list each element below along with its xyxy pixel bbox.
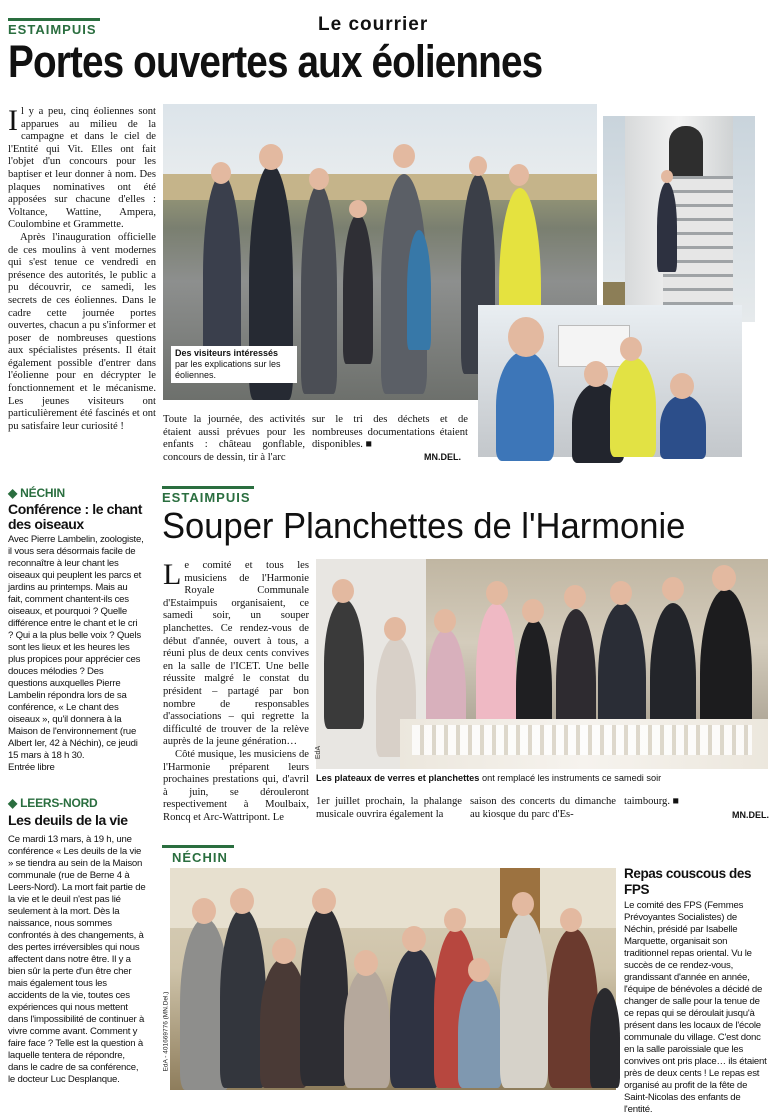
paragraph: Côté musique, les musiciens de l'Harmonie préparent leurs prochaines prestations qui, d'avril à juin, se dérouleront respectivement à Moulbaix, Roncq et Arc-Wattripont. Le [163,748,309,823]
caption-text: ont remplacé les instruments ce samedi soir [481,773,662,783]
brief-leers-nord [8,796,146,1086]
photo-credit: EdA [315,745,323,760]
byline: MN.DEL. [732,810,769,820]
brief-nechin [8,486,144,774]
article-text-col3: saison des concerts du dimanche au kiosque du parc d'Es- [470,796,616,820]
article-text-col1 [163,560,309,824]
newspaper-name: Le courrier [318,14,429,35]
headline: Portes ouvertes aux éoliennes [8,36,543,87]
drop-cap: L [163,558,182,591]
black-square-icon: ■ [672,796,680,807]
paragraph: l y a peu, cinq éoliennes sont apparues au milieu de la campagne et dans le ciel de l'Entité qui Vit. Elles ont fait l'objet d'un concours pour les baptiser et leur donner à nom. Des plaques nominatives ont été apposées sur chacune d'elles : Voltance, Wattine, Ampera, Coulombine et Grammette. [8,106,156,231]
green-diamond-icon: ◆ [8,796,18,810]
paragraph: Après l'inauguration officielle de ces moulins à vent modernes qui s'est tenue ce vendredi en présence des autorités, le public a pu découvrir, ce samedi, les secrets de ces éoliennes. Dans le cadre cette journée portes ouvertes, chacun a pu s'informer et poser de nombreuses questions aux spécialistes présents. Il était également possible d'entrer dans l'éolienne pour en décrypter le fonctionnement et le mécanisme. Les jeunes visiteurs ont particulièrement été fascinés et ont pu satisfaire leur curiosité ! [8,231,156,432]
photo-caption [171,346,297,383]
headline: Souper Planchettes de l'Harmonie [162,505,686,546]
section-kicker: ESTAIMPUIS [162,490,251,505]
photo-credit: EdA - 401669776 (MN.Del.) [162,991,170,1072]
green-diamond-icon: ◆ [8,486,18,500]
article-body: Le comité des FPS (Femmes Prévoyantes Socialistes) de Néchin, présidé par Isabelle Marquette, organisait son traditionnel repas oriental. Vu le succès de ce rendez-vous, grandissant d'année en année, l'équipe de bénévoles a décidé de changer de salle pour la tenue de ce repas qui se déroulait jusqu'à présent dans les locaux de l'école communale du village. C'est donc en la salle paroissiale que les convives ont pris place… ils étaient près de deux cents ! Le repas est organisé au profit de la fête de Saint-Nicolas des enfants de l'entité. [624,900,767,1115]
article-fps [624,866,770,1116]
paragraph: sur le tri des déchets et de nombreuses documentations étaient disponibles. [312,414,468,451]
section-kicker: NÉCHIN [172,850,228,865]
photo-caption [316,773,768,784]
brief-title: Conférence : le chant des oiseaux [8,501,142,532]
paragraph: taimbourg. [624,796,671,807]
brief-title: Les deuils de la vie [8,812,128,828]
kicker-rule [162,845,234,848]
article-text-col2: 1er juillet prochain, la phalange musicale ouvrira également la [316,796,462,820]
brief-kicker: NÉCHIN [20,486,65,500]
kicker-rule [8,18,100,21]
photo-harmonie-group [316,559,768,769]
section-kicker: ESTAIMPUIS [8,22,97,37]
drop-cap: I [8,104,18,137]
brief-body: Avec Pierre Lambelin, zoologiste, il vous sera désormais facile de reconnaître à leur chant les oiseaux qui peuplent les parcs et jardins au printemps. Mais au fait, comment chantent-ils ces oiseaux, et pourquoi ? Quelle différence entre le chant et le cri ? Qui a la plus belle voix ? Quels sont les lieux et les heures les plus propices pour apprécier ces douces mélodies ? Des questions auxquelles Pierre Lambelin répondra lors de sa conférence, « Le chant des oiseaux », qu'il donnera à la Maison de l'environnement (rue Albert Ier, 42 à Néchin), ce jeudi 15 mars à 18 h 30. [8,534,144,761]
article-title: Repas couscous des FPS [624,866,752,897]
brief-body: Ce mardi 13 mars, à 19 h, une conférence « Les deuils de la vie » se tiendra au sein de la Maison communale (rue de Berne 4 à Leers-Nord). La mort fait partie de la vie et le deuil n'est pas lié seulement à la mort. Dès la naissance, nous sommes confrontés à des changements, à des pertes irréversibles qui nous affectent dans notre être. Il y a bien sûr la perte d'un être cher mais également tous les accidents de la vie, toutes ces expériences qui nous mettent dans l'impossibilité de continuer à vivre comme avant. Comment y faire face ? Telle est la question à laquelle tentera de répondre, dans le cadre de sa conférence, le docteur Luc Desplanque. [8,834,146,1085]
article-text-col3 [312,414,468,452]
article-text-col1 [8,106,156,433]
byline: MN.DEL. [424,452,461,462]
article-text-col2: Toute la journée, des activités étaient aussi prévues pour les enfants : château gonflable, concours de dessin, tir à l'arc [163,414,305,463]
photo-fps-group [162,868,616,1090]
caption-text: par les explications sur les éoliennes. [175,359,281,380]
photo-inside-turbine [478,305,742,457]
caption-bold: Des visiteurs intéressés [175,348,279,358]
paragraph: e comité et tous les musiciens de l'Harmonie Royale Communale d'Estaimpuis organisaient, ce samedi soir, un souper planchettes. Ce rendez-vous de début d'année, ouvert à tous, a réuni plus de deux cents convives en la salle de l'ICET. Une belle réussite malgré le constat du président – partagé par bon nombre de responsables d'associations – qui regrette la difficulté de trouver de la relève auprès de la jeune génération… [163,560,309,748]
photo-turbine-stairs [603,116,755,322]
article-text-col4 [624,796,764,809]
brief-kicker: LEERS-NORD [20,796,98,810]
brief-footer: Entrée libre [8,762,55,773]
black-square-icon: ■ [365,439,372,451]
caption-bold: Les plateaux de verres et planchettes [316,773,480,783]
kicker-rule [162,486,254,489]
